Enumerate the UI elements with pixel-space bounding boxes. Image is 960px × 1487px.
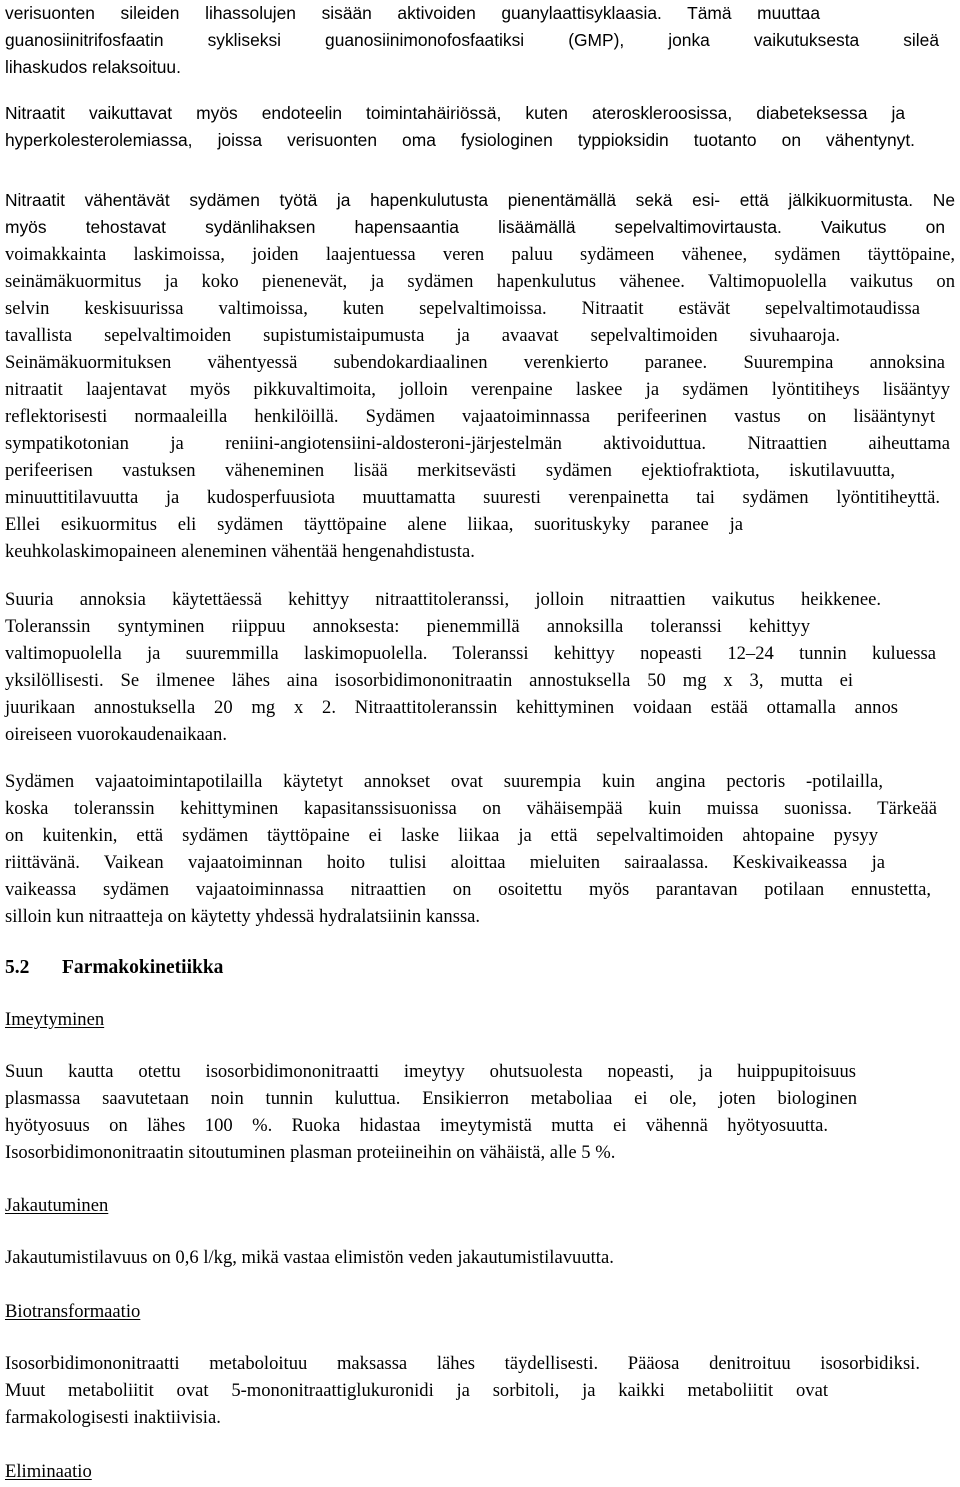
intro-paragraph (5, 0, 955, 81)
section-heading (5, 954, 223, 981)
text-line: Ellei esikuormitus eli sydämen täyttöpaine alene liikaa, suorituskyky paranee ja (5, 514, 743, 535)
text-line: guanosiinitrifosfaatin sykliseksi guanosiinimonofosfaatiksi (GMP), jonka vaikutuksesta sileä (5, 30, 939, 50)
text-line: yksilöllisesti. Se ilmenee lähes aina isosorbidimononitraatin annostuksella 50 mg x 3, mutta ei (5, 670, 853, 691)
text-line: seinämäkuormitus ja koko pienenevät, ja sydämen hapenkulutus vähenee. Valtimopuolella vaikutus on (5, 271, 955, 292)
heart-failure-paragraph (5, 768, 955, 930)
distribution-heading: Jakautuminen (5, 1195, 109, 1216)
text-line: valtimopuolella ja suuremmilla laskimopuolella. Toleranssi kehittyy nopeasti 12–24 tunnin kuluessa (5, 643, 936, 664)
text-line: hyötyosuus on lähes 100 %. Ruoka hidastaa imeytymistä mutta ei vähennä hyötyosuutta. (5, 1115, 828, 1136)
text-line: Nitraatit vähentävät sydämen työtä ja hapenkulutusta pienentämällä sekä esi- että jälkikuormitusta. Ne (5, 190, 955, 210)
text-line: oireiseen vuorokaudenaikaan. (5, 724, 227, 745)
text-line: Suuria annoksia käytettäessä kehittyy nitraattitoleranssi, jolloin nitraattien vaikutus heikkenee. (5, 589, 881, 610)
text-line: sympatikotonian ja reniini-angiotensiini-aldosteroni-järjestelmän aktivoiduttua. Nitraattien aiheuttama (5, 433, 950, 454)
text-line: tavallista sepelvaltimoiden supistumistaipumusta ja avaavat sepelvaltimoiden sivuhaaroja. (5, 325, 840, 346)
text-line: keuhkolaskimopaineen aleneminen vähentää hengenahdistusta. (5, 541, 475, 562)
text-line: Suun kautta otettu isosorbidimononitraatti imeytyy ohutsuolesta nopeasti, ja huippupitoisuus (5, 1061, 856, 1082)
text-line: Muut metaboliitit ovat 5-mononitraattiglukuronidi ja sorbitoli, ja kaikki metaboliitit ovat (5, 1380, 828, 1401)
cardiac-paragraph (5, 187, 955, 565)
text-line: farmakologisesti inaktiivisia. (5, 1407, 221, 1428)
text-line: Nitraatit vaikuttavat myös endoteelin toimintahäiriössä, kuten ateroskleroosissa, diabeteksessa ja (5, 103, 905, 123)
section-title: Farmakokinetiikka (62, 957, 224, 978)
text-line: verisuonten sileiden lihassolujen sisään aktivoiden guanylaattisyklaasia. Tämä muuttaa (5, 3, 820, 23)
text-line: Seinämäkuormituksen vähentyessä subendokardiaalinen verenkierto paranee. Suurempina annoksina (5, 352, 945, 373)
text-line: minuuttitilavuutta ja kudosperfuusiota muuttamatta suuresti verenpainetta tai sydämen lyöntitiheyttä. (5, 487, 940, 508)
text-line: juurikaan annostuksella 20 mg x 2. Nitraattitoleranssin kehittyminen voidaan estää ottamalla annos (5, 697, 898, 718)
text-line: Isosorbidimononitraatin sitoutuminen plasman proteiineihin on vähäistä, alle 5 %. (5, 1142, 616, 1163)
text-line: reflektorisesti normaaleilla henkilöillä. Sydämen vajaatoiminnassa perifeerinen vastus on lisääntynyt (5, 406, 935, 427)
distribution-paragraph (5, 1244, 955, 1271)
text-line: myös tehostavat sydänlihaksen hapensaantia lisäämällä sepelvaltimovirtausta. Vaikutus on (5, 217, 945, 237)
text-line: vaikeassa sydämen vajaatoiminnassa nitraattien on osoitettu myös parantavan potilaan ennustetta, (5, 879, 931, 900)
text-line: Jakautumistilavuus on 0,6 l/kg, mikä vastaa elimistön veden jakautumistilavuutta. (5, 1247, 614, 1268)
text-line: nitraatit laajentavat myös pikkuvaltimoita, jolloin verenpaine laskee ja sydämen lyöntitiheys lisääntyy (5, 379, 950, 400)
text-line: riittävänä. Vaikean vajaatoiminnan hoito tulisi aloittaa mieluiten sairaalassa. Keskivaikeassa ja (5, 852, 885, 873)
absorption-heading: Imeytyminen (5, 1009, 105, 1030)
text-line: plasmassa saavutetaan noin tunnin kuluttua. Ensikierron metaboliaa ei ole, joten biologinen (5, 1088, 857, 1109)
text-line: selvin keskisuurissa valtimoissa, kuten sepelvaltimoissa. Nitraatit estävät sepelvaltimotaudissa (5, 298, 920, 319)
text-line: voimakkainta laskimoissa, joiden laajentuessa veren paluu sydämeen vähenee, sydämen täyttöpaine, (5, 244, 955, 265)
biotransformation-heading: Biotransformaatio (5, 1301, 141, 1322)
biotransformation-paragraph (5, 1350, 955, 1431)
text-line: Toleranssin syntyminen riippuu annoksesta: pienemmillä annoksilla toleranssi kehittyy (5, 616, 810, 637)
section-number: 5.2 (5, 957, 30, 978)
text-line: hyperkolesterolemiassa, joissa verisuonten oma fysiologinen typpioksidin tuotanto on vähentynyt. (5, 130, 915, 150)
endothelial-paragraph (5, 100, 955, 154)
text-line: Sydämen vajaatoimintapotilailla käytetyt annokset ovat suurempia kuin angina pectoris -potilailla, (5, 771, 883, 792)
text-line: on kuitenkin, että sydämen täyttöpaine ei laske liikaa ja että sepelvaltimoiden ahtopaine pysyy (5, 825, 878, 846)
tolerance-paragraph (5, 586, 955, 748)
text-line: koska toleranssin kehittyminen kapasitanssisuonissa on vähäisempää kuin muissa suonissa. Tärkeää (5, 798, 937, 819)
absorption-paragraph (5, 1058, 955, 1166)
text-line: lihaskudos relaksoituu. (5, 57, 181, 77)
elimination-heading: Eliminaatio (5, 1461, 92, 1482)
text-line: silloin kun nitraatteja on käytetty yhdessä hydralatsiinin kanssa. (5, 906, 481, 927)
text-line: Isosorbidimononitraatti metaboloituu maksassa lähes täydellisesti. Pääosa denitroituu isosorbidiksi. (5, 1353, 920, 1374)
text-line: perifeerisen vastuksen väheneminen lisää merkitsevästi sydämen ejektiofraktiota, iskutilavuutta, (5, 460, 895, 481)
